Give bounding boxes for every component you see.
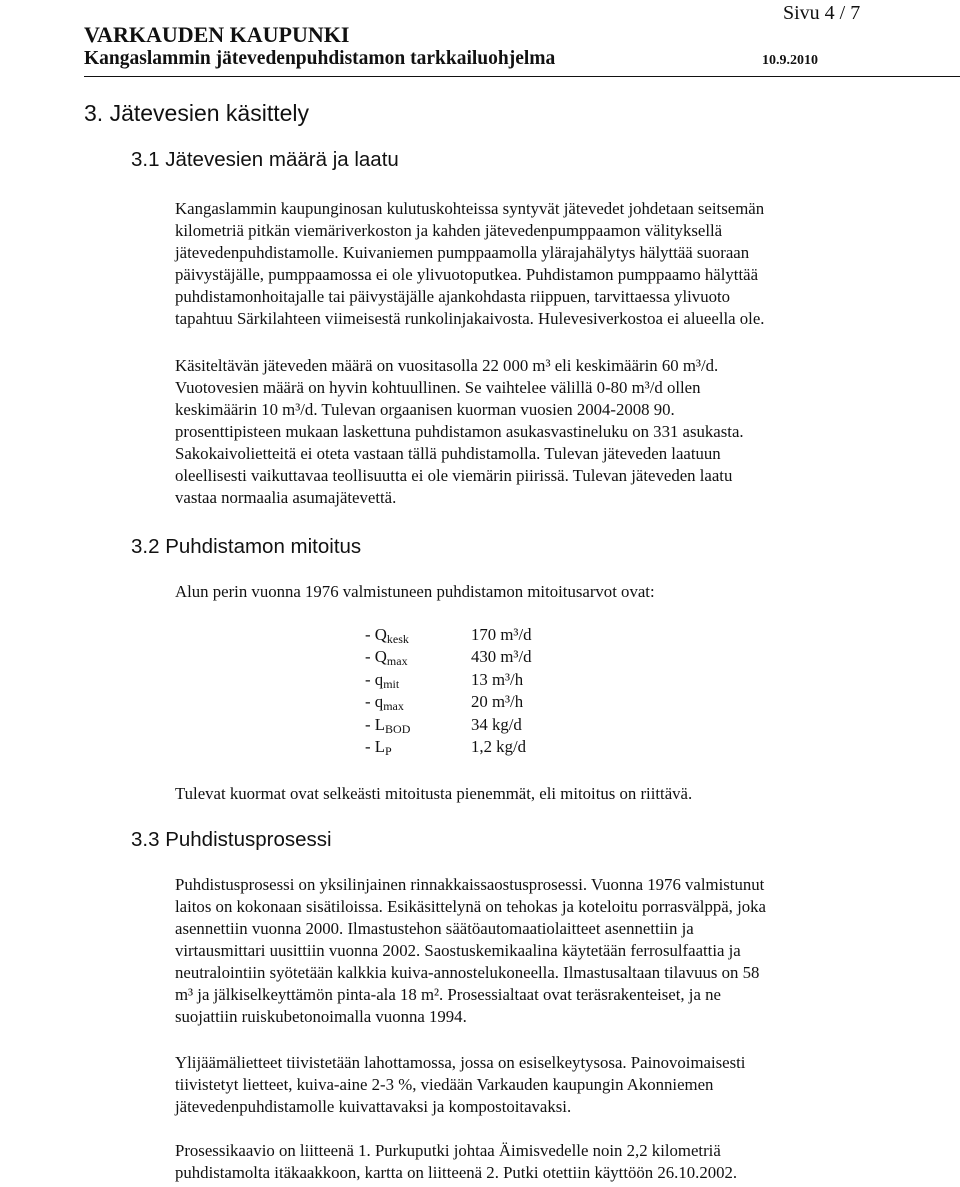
- page-number: Sivu 4 / 7: [783, 2, 861, 24]
- paragraph-3-1-b: Käsiteltävän jäteveden määrä on vuositasolla 22 000 m³ eli keskimäärin 60 m³/d. Vuotovesien määrä on hyvin kohtuullinen. Se vaihtelee välillä 0-80 m³/d ollen keskimäärin 10 m³/d. Tulevan orgaanisen kuorman vuosien 2004-2008 90. prosenttipisteen mukaan laskettuna puhdistamon asukasvastineluku on 331 asukasta. Sakokaivolietteitä ei oteta vastaan tällä puhdistamolla. Tulevan jäteveden laatuun oleellisesti vaikuttavaa teollisuutta ei ole viemärin piirissä. Tulevan jäteveden laatu vastaa normaalia asumajätevettä.: [175, 356, 744, 507]
- design-label: - $L_P$: [365, 736, 392, 758]
- header-subtitle: Kangaslammin jätevedenpuhdistamon tarkkailuohjelma: [84, 48, 556, 69]
- design-label: - $q_{mit}$: [365, 669, 400, 691]
- paragraph-3-2-conclusion: Tulevat kuormat ovat selkeästi mitoitusta pienemmät, eli mitoitus on riittävä.: [175, 784, 693, 803]
- design-value: 34 kg/d: [471, 714, 522, 734]
- design-value: 1,2 kg/d: [471, 736, 527, 756]
- paragraph-3-3-a: Puhdistusprosessi on yksilinjainen rinnakkaissaostusprosessi. Vuonna 1976 valmistunut laitos on kokonaan sisätiloissa. Esikäsittelynä on tehokas ja koteloitu porrasvälppä, joka asennettiin vuonna 2000. Ilmastustehon säätöautomaatiolaitteet asennettiin ja virtausmittari uusittiin vuonna 2002. Saostuskemikaalina käytetään ferrosulfaattia ja neutralointiin syötetään kalkkia kuiva-annostelukoneella. Ilmastusaltaan tilavuus on 58 m³ ja jälkiselkeyttämön pinta-ala 18 m². Prosessialtaat ovat teräsrakenteiset, ja ne suojattiin ruiskubetonoimalla vuonna 1994.: [175, 875, 766, 1026]
- design-label: - $Q_{kesk}$: [365, 625, 409, 646]
- design-value: 430 m³/d: [471, 647, 532, 667]
- subsection-title-3-2: 3.2 Puhdistamon mitoitus: [131, 535, 362, 558]
- header-date: 10.9.2010: [762, 53, 818, 68]
- design-label: - $q_{max}$: [365, 692, 404, 714]
- paragraph-3-2-intro: Alun perin vuonna 1976 valmistuneen puhdistamon mitoitusarvot ovat:: [175, 582, 655, 601]
- paragraph-3-3-c: Prosessikaavio on liitteenä 1. Purkuputki johtaa Äimisvedelle noin 2,2 kilometriä puhdistamolta itäkaakkoon, kartta on liitteenä 2. Putki otettiin käyttöön 26.10.2002.: [175, 1141, 738, 1182]
- design-value: 13 m³/h: [471, 669, 524, 689]
- subsection-title-3-1: 3.1 Jätevesien määrä ja laatu: [131, 148, 399, 171]
- paragraph-3-3-b: Ylijäämälietteet tiivistetään lahottamossa, jossa on esiselkeytysosa. Painovoimaisesti tiivistetyt lietteet, kuiva-aine 2-3 %, viedään Varkauden kaupungin Akonniemen jätevedenpuhdistamolle kuivattavaksi ja kompostoitavaksi.: [175, 1053, 746, 1116]
- paragraph-3-1-a: Kangaslammin kaupunginosan kulutuskohteissa syntyvät jätevedet johdetaan seitsemän kilometriä pitkän viemäriverkoston ja kahden jätevedenpumppaamon välityksellä jätevedenpuhdistamolle. Kuivaniemen pumppaamolla ylärajahälytys hälyttää suoraan päivystäjälle, pumppaamossa ei ole ylivuotoputkea. Puhdistamon pumppaamo hälyttää puhdistamonhoitajalle tai päivystäjälle ajankohdasta riippuen, tarvittaessa ylivuoto tapahtuu Särkilahteen viimeisestä runkolinjakaivosta. Hulevesiverkostoa ei alueella ole.: [175, 199, 765, 328]
- design-value: 20 m³/h: [471, 692, 524, 712]
- design-label: - $Q_{max}$: [365, 647, 408, 669]
- design-value: 170 m³/d: [471, 625, 532, 644]
- design-label: - $L_{BOD}$: [365, 714, 411, 736]
- header-divider: [84, 76, 960, 77]
- section-title: 3. Jätevesien käsittely: [84, 100, 310, 126]
- subsection-title-3-3: 3.3 Puhdistusprosessi: [131, 828, 332, 851]
- header-title: VARKAUDEN KAUPUNKI: [84, 22, 350, 47]
